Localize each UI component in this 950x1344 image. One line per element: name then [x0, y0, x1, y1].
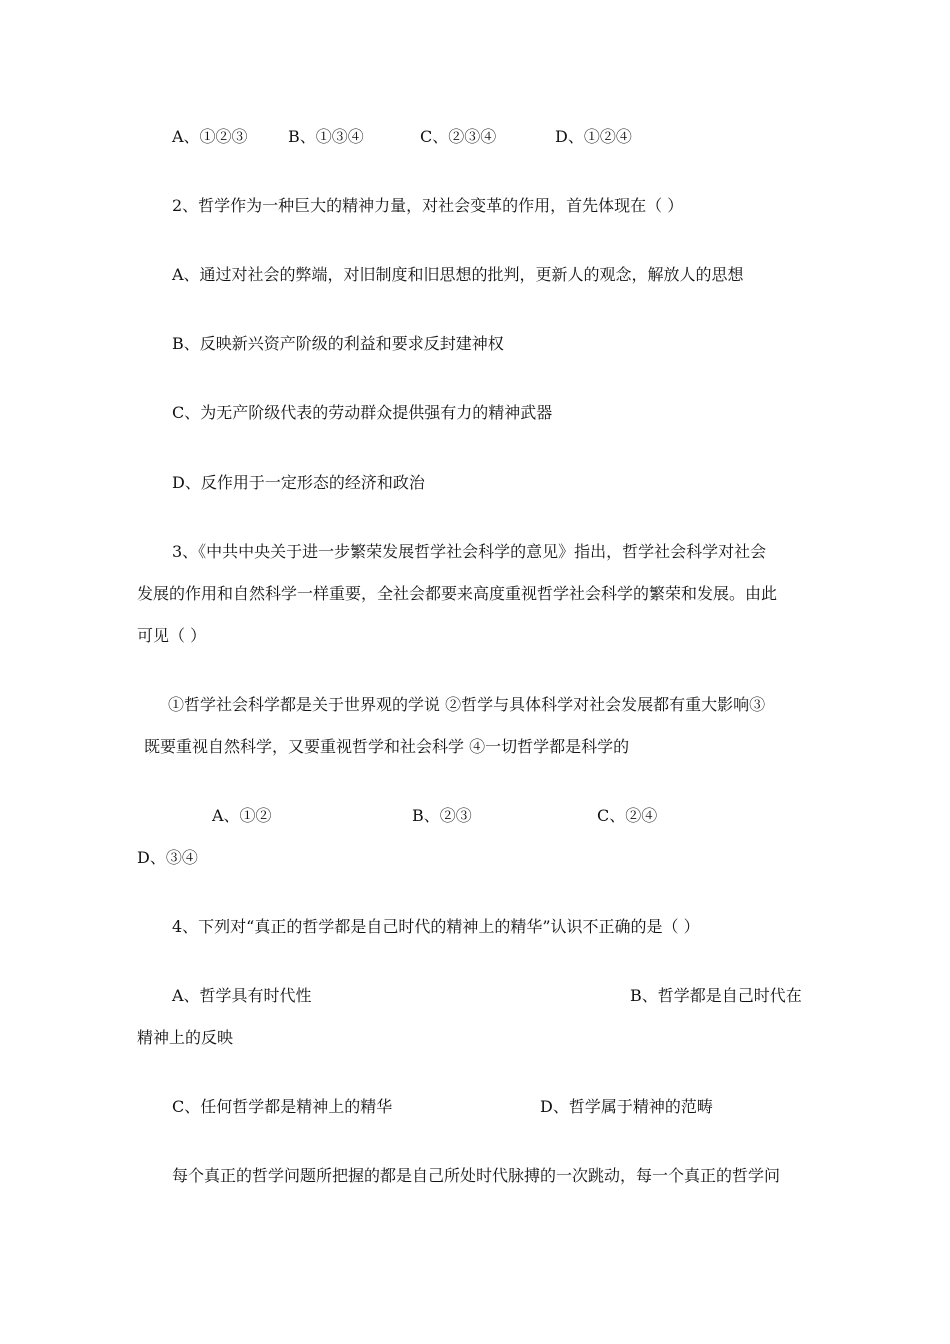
q1-option-a: A、①②③	[172, 127, 248, 146]
q2-option-b: B、反映新兴资产阶级的利益和要求反封建神权	[172, 334, 504, 353]
q4-option-b-line-1: B、哲学都是自己时代在	[630, 986, 802, 1005]
q1-option-c: C、②③④	[420, 127, 497, 146]
passage-line-1: 每个真正的哲学问题所把握的都是自己所处时代脉搏的一次跳动，每一个真正的哲学问	[172, 1166, 781, 1185]
q3-statements-line-1: ①哲学社会科学都是关于世界观的学说 ②哲学与具体科学对社会发展都有重大影响③	[168, 695, 766, 714]
q3-stem-line-1: 3、《中共中央关于进一步繁荣发展哲学社会科学的意见》指出，哲学社会科学对社会	[172, 542, 767, 561]
q2-option-c: C、为无产阶级代表的劳动群众提供强有力的精神武器	[172, 403, 553, 422]
q3-option-b: B、②③	[412, 806, 472, 825]
q1-option-b: B、①③④	[288, 127, 364, 146]
q4-option-b-line-2: 精神上的反映	[137, 1028, 234, 1047]
q3-statements-line-2: 既要重视自然科学，又要重视哲学和社会科学 ④一切哲学都是科学的	[144, 737, 630, 756]
q4-option-c: C、任何哲学都是精神上的精华	[172, 1097, 393, 1116]
q2-option-d: D、反作用于一定形态的经济和政治	[172, 473, 425, 492]
q3-option-d: D、③④	[137, 848, 198, 867]
q1-option-d: D、①②④	[555, 127, 632, 146]
q2-stem: 2、哲学作为一种巨大的精神力量，对社会变革的作用，首先体现在（ ）	[172, 196, 684, 215]
q3-option-c: C、②④	[597, 806, 658, 825]
q3-option-a: A、①②	[212, 806, 272, 825]
q4-option-d: D、哲学属于精神的范畴	[540, 1097, 713, 1116]
q2-option-a: A、通过对社会的弊端，对旧制度和旧思想的批判，更新人的观念，解放人的思想	[172, 265, 744, 284]
q3-stem-line-3: 可见（ ）	[137, 626, 207, 645]
q3-stem-line-2: 发展的作用和自然科学一样重要，全社会都要来高度重视哲学社会科学的繁荣和发展。由此	[137, 584, 778, 603]
q4-option-a: A、哲学具有时代性	[172, 986, 312, 1005]
q4-stem: 4、下列对“真正的哲学都是自己时代的精神上的精华”认识不正确的是（ ）	[172, 917, 700, 936]
